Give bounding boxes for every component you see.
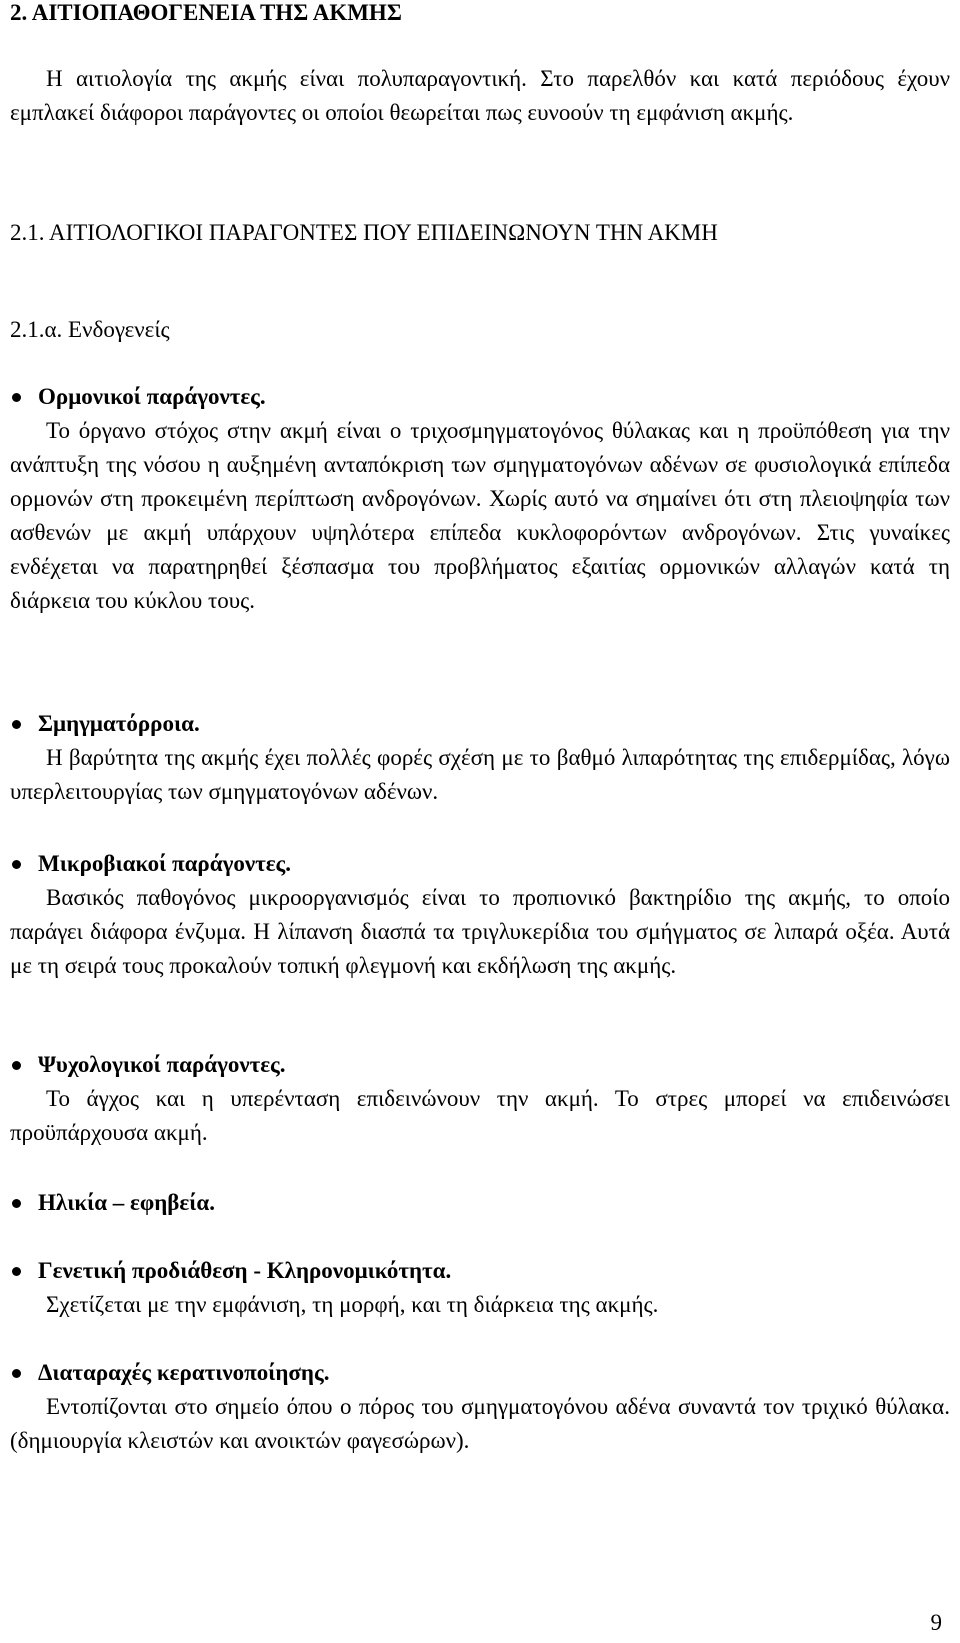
list-item-psychological	[10, 1048, 950, 1150]
section-heading-2-1-a: 2.1.α. Ενδογενείς	[10, 317, 170, 342]
item-title: Ψυχολογικοί παράγοντες.	[38, 1052, 286, 1077]
item-title: Μικροβιακοί παράγοντες.	[38, 851, 291, 876]
item-title: Ηλικία – εφηβεία.	[38, 1190, 215, 1215]
bullet-icon	[12, 1369, 21, 1378]
list-item-genetic	[10, 1254, 950, 1322]
item-text: Εντοπίζονται στο σημείο όπου ο πόρος του σμηγματογόνου αδένα συναντά τον τριχικό θύλακα. (δημιουργία κλειστών και ανοικτών φαγεσώρων).	[10, 1394, 950, 1453]
item-text: Σχετίζεται με την εμφάνιση, τη μορφή, και τη διάρκεια της ακμής.	[46, 1292, 659, 1317]
item-text: Το όργανο στόχος στην ακμή είναι ο τριχοσμηγματογόνος θύλακας και η προϋπόθεση για την ανάπτυξη της νόσου η αυξημένη ανταπόκριση των σμηγματογόνων αδένων σε φυσιολογικά επίπεδα ορμονών στη προκειμένη περίπτωση ανδρογόνων. Χωρίς αυτό να σημαίνει ότι στη πλειοψηφία των ασθενών με ακμή υπάρχουν υψηλότερα επίπεδα κυκλοφορόντων ανδρογόνων. Στις γυναίκες ενδέχεται να παρατηρηθεί ξέσπασμα του προβλήματος εξαιτίας ορμονικών αλλαγών κατά τη διάρκεια του κύκλου τους.	[10, 418, 950, 613]
bullet-icon	[12, 720, 21, 729]
bullet-icon	[12, 1267, 21, 1276]
list-item-seborrhea	[10, 707, 950, 809]
item-title: Διαταραχές κερατινοποίησης.	[38, 1360, 330, 1385]
bullet-icon	[12, 1199, 21, 1208]
list-item-hormonal	[10, 380, 950, 618]
item-text: Το άγχος και η υπερένταση επιδεινώνουν την ακμή. Το στρες μπορεί να επιδεινώσει προϋπάρχουσα ακμή.	[10, 1086, 950, 1145]
bullet-icon	[12, 860, 21, 869]
item-text: Η βαρύτητα της ακμής έχει πολλές φορές σχέση με το βαθμό λιπαρότητας της επιδερμίδας, λόγω υπερλειτουργίας των σμηγματογόνων αδένων.	[10, 745, 950, 804]
list-item-microbial	[10, 847, 950, 983]
bullet-icon	[12, 1061, 21, 1070]
bullet-icon	[12, 393, 21, 402]
item-title: Σμηγματόρροια.	[38, 711, 200, 736]
page-number: 9	[930, 1610, 942, 1635]
section-heading-2-1: 2.1. ΑΙΤΙΟΛΟΓΙΚΟΙ ΠΑΡΑΓΟΝΤΕΣ ΠΟΥ ΕΠΙΔΕΙΝΩΝΟΥΝ ΤΗΝ ΑΚΜΗ	[10, 220, 718, 245]
list-item-age	[10, 1186, 950, 1220]
item-title: Γενετική προδιάθεση - Κληρονομικότητα.	[38, 1258, 452, 1283]
item-title: Ορμονικοί παράγοντες.	[38, 384, 266, 409]
intro-paragraph: Η αιτιολογία της ακμής είναι πολυπαραγοντική. Στο παρελθόν και κατά περιόδους έχουν εμπλακεί διάφοροι παράγοντες οι οποίοι θεωρείται πως ευνοούν τη εμφάνιση ακμής.	[10, 66, 950, 125]
chapter-heading: 2. ΑΙΤΙΟΠΑΘΟΓΕΝΕΙΑ ΤΗΣ ΑΚΜΗΣ	[10, 0, 402, 25]
list-item-keratinization	[10, 1356, 950, 1458]
item-text: Βασικός παθογόνος μικροοργανισμός είναι το προπιονικό βακτηρίδιο της ακμής, το οποίο παράγει διάφορα ένζυμα. Η λίπανση διασπά τα τριγλυκερίδια του σμήγματος σε λιπαρά οξέα. Αυτά με τη σειρά τους προκαλούν τοπική φλεγμονή και εκδήλωση της ακμής.	[10, 885, 950, 978]
